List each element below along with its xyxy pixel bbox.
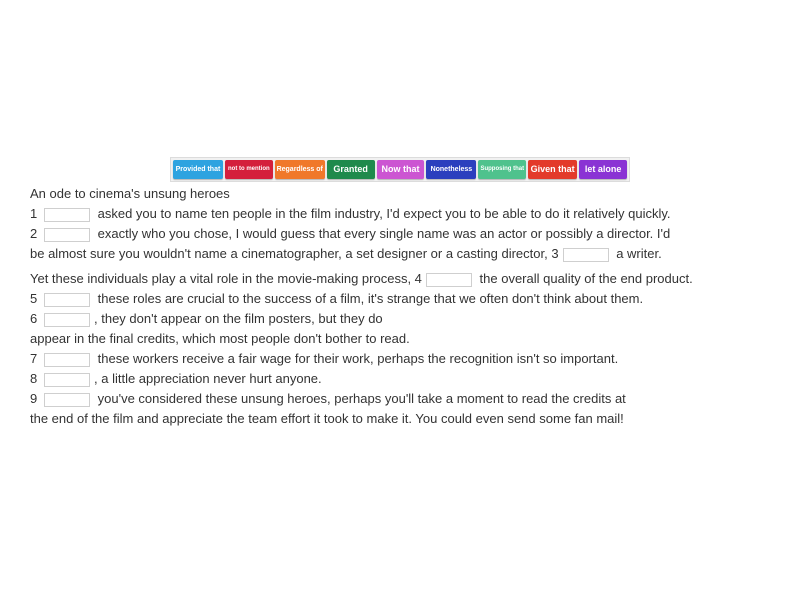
answer-blank-6[interactable]	[44, 313, 90, 327]
text-fragment: you've considered these unsung heroes, perhaps you'll take a moment to read the credits at	[97, 391, 626, 406]
text-line-3	[30, 245, 662, 263]
text-fragment: these workers receive a fair wage for their work, perhaps the recognition isn't so important.	[97, 351, 619, 366]
answer-blank-8[interactable]	[44, 373, 90, 387]
text-fragment: Yet these individuals play a vital role in the movie-making process, 4	[30, 271, 422, 286]
text-fragment: , a little appreciation never hurt anyone.	[94, 371, 322, 386]
word-tile-now-that[interactable]: Now that	[377, 160, 425, 179]
text-fragment: a writer.	[616, 246, 662, 261]
text-fragment: be almost sure you wouldn't name a cinematographer, a set designer or a casting director, 3	[30, 246, 559, 261]
word-tile-supposing-that[interactable]: Supposing that	[478, 160, 526, 179]
text-line-8	[30, 370, 322, 388]
gap-number: 5	[30, 291, 38, 306]
gap-number: 2	[30, 226, 38, 241]
gap-number: 6	[30, 311, 38, 326]
word-tile-not-to-mention[interactable]: not to mention	[225, 160, 273, 179]
answer-blank-4[interactable]	[426, 273, 472, 287]
text-line-9	[30, 390, 626, 408]
text-fragment: asked you to name ten people in the film industry, I'd expect you to be able to do it relatively quickly.	[97, 206, 671, 221]
text-line-6	[30, 310, 383, 328]
answer-blank-9[interactable]	[44, 393, 90, 407]
word-tile-let-alone[interactable]: let alone	[579, 160, 627, 179]
gap-number: 1	[30, 206, 38, 221]
answer-blank-1[interactable]	[44, 208, 90, 222]
answer-blank-5[interactable]	[44, 293, 90, 307]
text-title: An ode to cinema's unsung heroes	[30, 186, 230, 201]
text-line-2	[30, 225, 670, 243]
answer-blank-2[interactable]	[44, 228, 90, 242]
word-tile-nonetheless[interactable]: Nonetheless	[426, 160, 476, 179]
gap-number: 8	[30, 371, 38, 386]
text-line-7	[30, 350, 618, 368]
gap-number: 9	[30, 391, 38, 406]
gap-number: 7	[30, 351, 38, 366]
text-fragment: exactly who you chose, I would guess that every single name was an actor or possibly a director. I'd	[97, 226, 671, 241]
answer-blank-3[interactable]	[563, 248, 609, 262]
text-line-6b: appear in the final credits, which most people don't bother to read.	[30, 331, 410, 346]
text-fragment: these roles are crucial to the success of a film, it's strange that we often don't think about them.	[97, 291, 644, 306]
answer-blank-7[interactable]	[44, 353, 90, 367]
text-line-4	[30, 270, 693, 288]
word-bank	[170, 157, 630, 182]
text-line-1	[30, 205, 671, 223]
text-fragment: , they don't appear on the film posters, but they do	[94, 311, 383, 326]
text-line-5	[30, 290, 643, 308]
text-line-9b: the end of the film and appreciate the team effort it took to make it. You could even send some fan mail!	[30, 411, 624, 426]
word-tile-regardless-of[interactable]: Regardless of	[275, 160, 325, 179]
text-fragment: the overall quality of the end product.	[479, 271, 693, 286]
word-tile-given-that[interactable]: Given that	[528, 160, 577, 179]
word-tile-provided-that[interactable]: Provided that	[173, 160, 223, 179]
word-tile-granted[interactable]: Granted	[327, 160, 375, 179]
